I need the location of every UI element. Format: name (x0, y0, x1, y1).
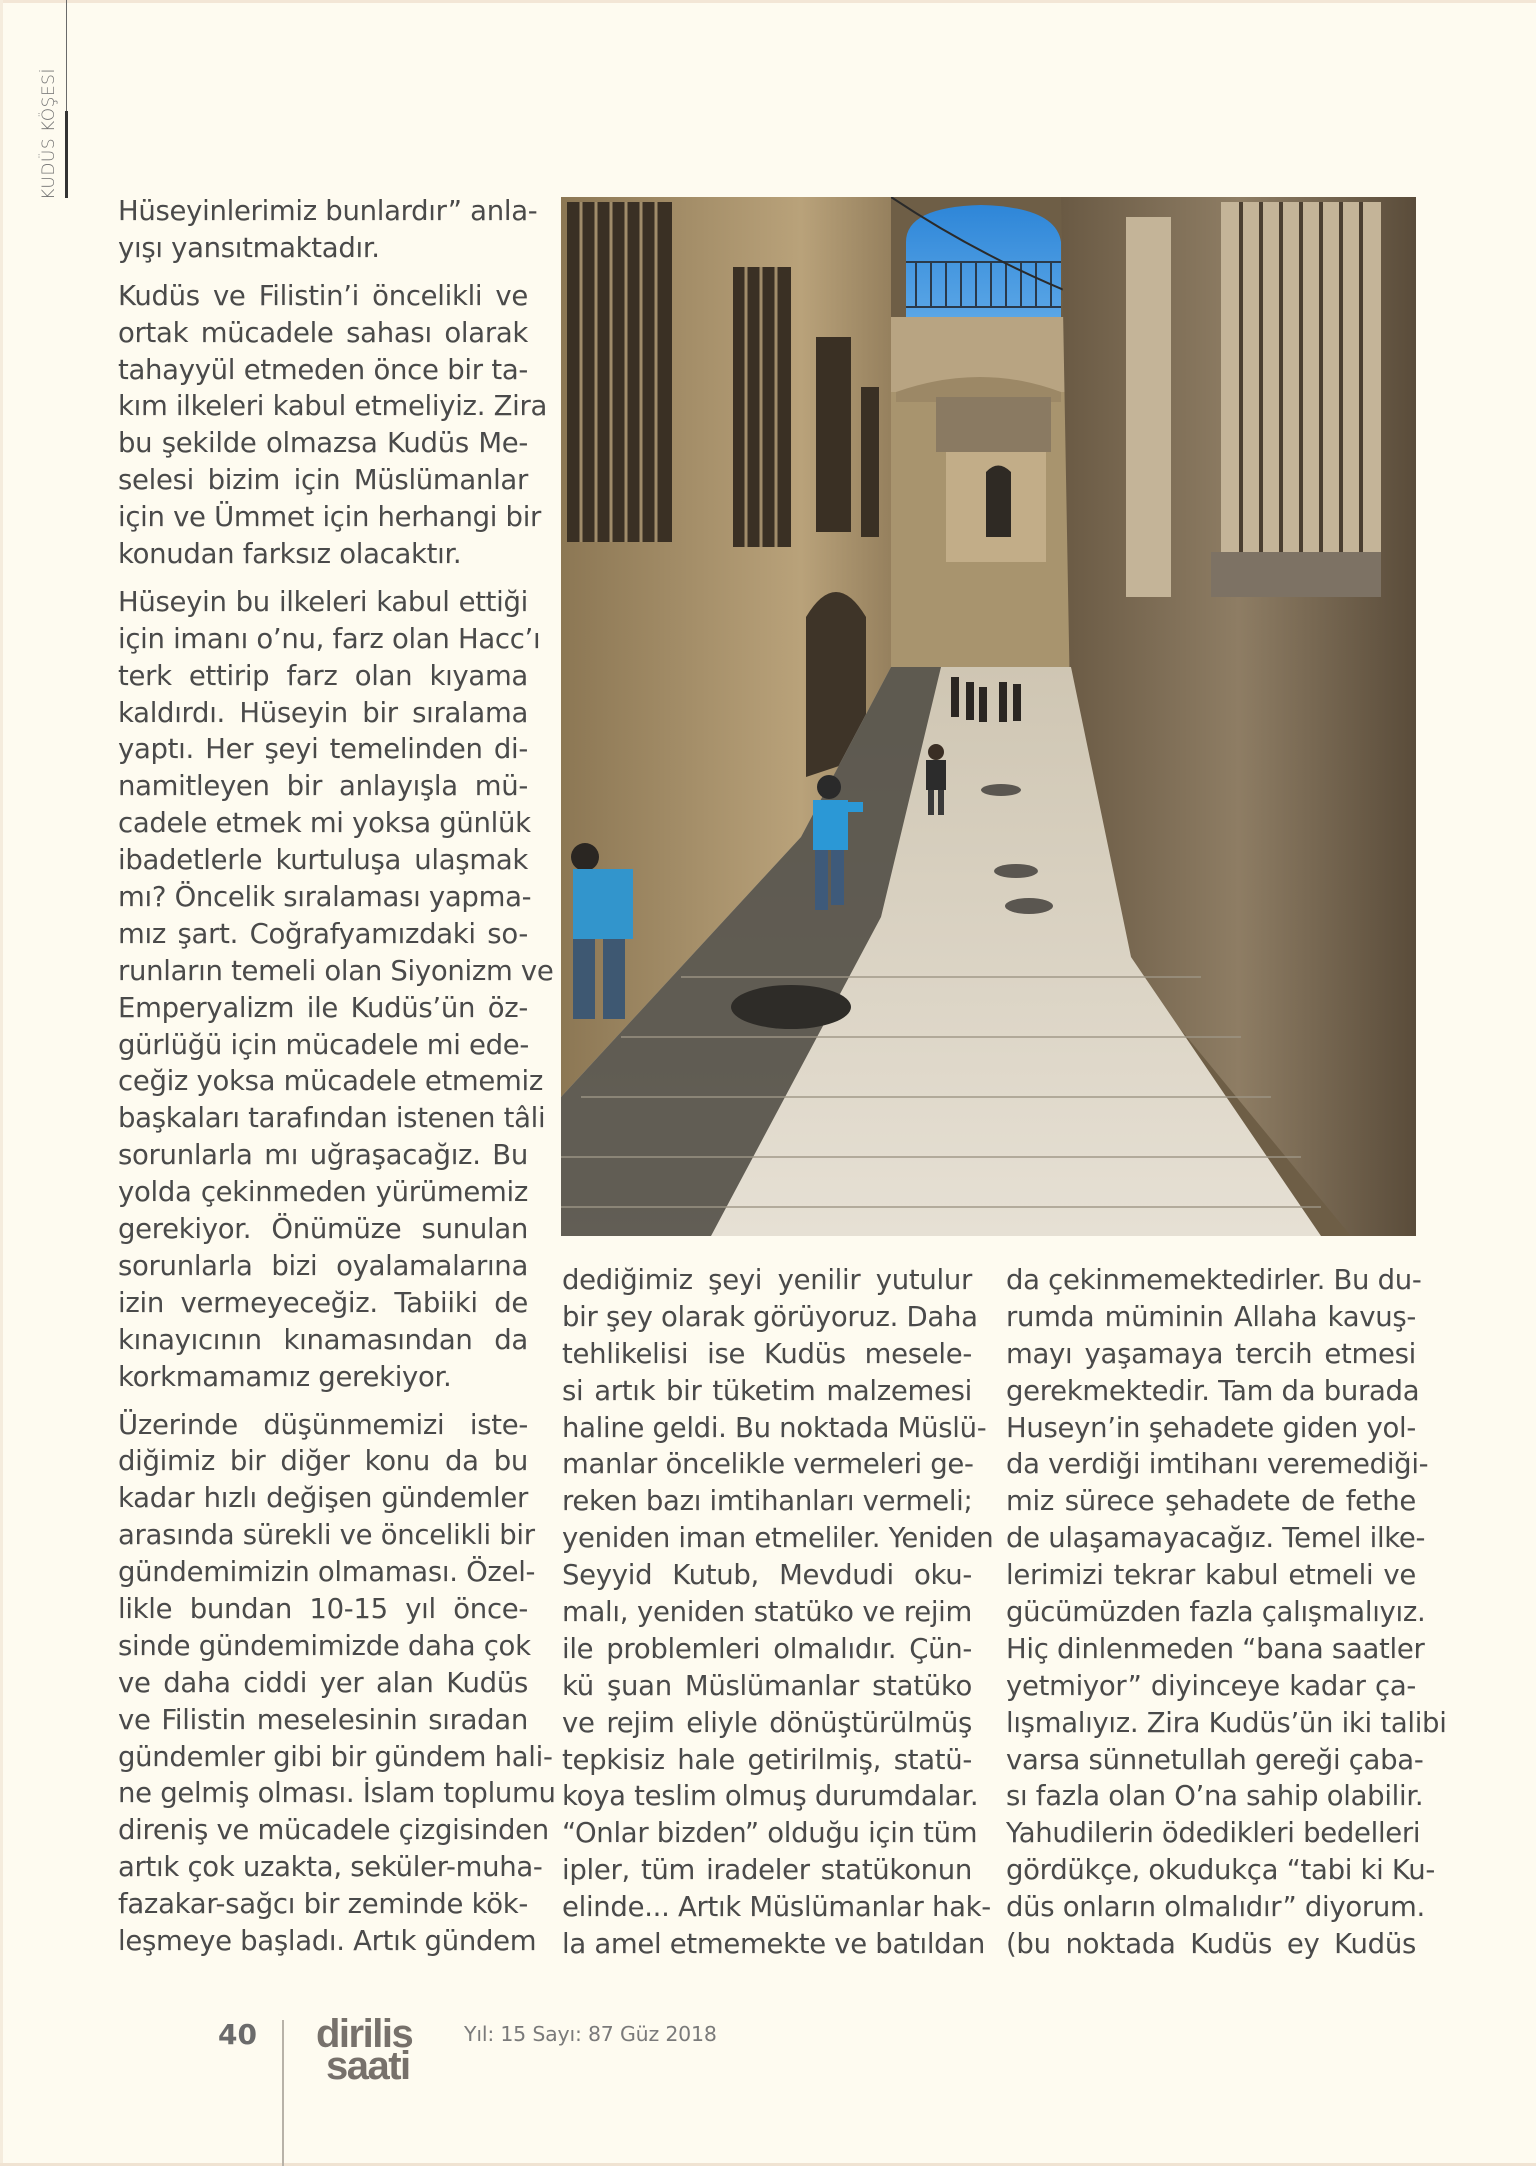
text-line: düs onların olmalıdır” diyorum. (1006, 1891, 1425, 1924)
text-line: likle bundan 10-15 yıl önce- (118, 1592, 528, 1625)
text-line: için ve Ümmet için herhangi bir (118, 501, 542, 534)
article-photo (561, 197, 1416, 1236)
text-line: başkaları tarafından istenen tâli (118, 1102, 546, 1135)
text-line: terk ettirip farz olan kıyama (118, 659, 528, 692)
stone-bridge-2 (936, 397, 1051, 452)
text-line: gündemler gibi bir gündem hali- (118, 1740, 553, 1773)
text-line: leşmeye başladı. Artık gündem (118, 1924, 537, 1957)
window-bars-right (1241, 202, 1361, 552)
text-line: sinde gündemimizde daha çok (118, 1629, 531, 1662)
text-line: dediğimiz şeyi yenilir yutulur (562, 1264, 972, 1296)
magazine-logo (316, 2012, 436, 2090)
text-line: gürlüğü için mücadele mi ede- (118, 1028, 530, 1061)
text-line: lerimizi tekrar kabul etmeli ve (1006, 1559, 1416, 1592)
text-line: kü şuan Müslümanlar statüko (562, 1669, 972, 1702)
text-line: manlar öncelikle vermeleri ge- (562, 1448, 974, 1481)
issue-info: Yıl: 15 Sayı: 87 Güz 2018 (464, 2022, 717, 2046)
logo-line-2: saati (326, 2044, 410, 2088)
alley-photo-illustration (561, 197, 1416, 1236)
paragraph (118, 193, 538, 267)
page-top-edge (0, 0, 1536, 3)
text-line: varsa sünnetullah gereği çaba- (1006, 1743, 1424, 1776)
text-line: haline geldi. Bu noktada Müslü- (562, 1411, 987, 1444)
article-column-1 (118, 193, 556, 1971)
text-line: için imanı o’nu, farz olan Hacc’ı (118, 622, 541, 655)
text-line: ortak mücadele sahası olarak (118, 316, 528, 349)
text-line: mı? Öncelik sıralaması yapma- (118, 881, 532, 914)
text-line: runların temeli olan Siyonizm ve (118, 954, 554, 987)
section-label (36, 52, 62, 200)
text-line: Huseyn’in şehadete giden yol- (1006, 1411, 1416, 1444)
text-line: ile problemleri olmalıdır. Çün- (562, 1632, 972, 1665)
text-line: Hüseyin bu ilkeleri kabul ettiği (118, 585, 528, 618)
text-line: reken bazı imtihanları vermeli; (562, 1485, 973, 1518)
text-line: la amel etmemekte ve batıldan (562, 1928, 986, 1961)
text-line: namitleyen bir anlayışla mü- (118, 770, 528, 803)
paragraph (562, 1262, 994, 1963)
section-label-text: KUDÜS KÖŞESİ (39, 68, 59, 200)
text-line: gücümüzden fazla çalışmalıyız. (1006, 1596, 1426, 1629)
text-line: selesi bizim için Müslümanlar (118, 464, 528, 497)
text-line: Emperyalizm ile Kudüs’ün öz- (118, 991, 528, 1024)
text-line: gündemimizin olmaması. Özel- (118, 1556, 536, 1589)
section-rule-thin (66, 0, 67, 112)
text-line: rumda müminin Allaha kavuş- (1006, 1300, 1416, 1333)
text-line: ve rejim eliyle dönüştürülmüş (562, 1706, 972, 1739)
text-line: (bu noktada Kudüs ey Kudüs (1006, 1928, 1416, 1961)
text-line: de ulaşamayacağız. Temel ilke- (1006, 1522, 1426, 1555)
article-column-2 (562, 1262, 994, 1974)
text-line: mayı yaşamaya tercih etmesi (1006, 1337, 1416, 1370)
text-line: ceğiz yoksa mücadele etmemiz (118, 1065, 543, 1098)
text-line: ve Filistin meselesinin sıradan (118, 1703, 528, 1736)
text-line: gerekiyor. Önümüze sunulan (118, 1213, 528, 1246)
text-line: da çekinmemektedirler. Bu du- (1006, 1264, 1422, 1296)
paragraph (118, 278, 548, 573)
text-line: lışmalıyız. Zira Kudüs’ün iki talibi (1006, 1706, 1447, 1739)
text-line: Yahudilerin ödedikleri bedelleri (1006, 1817, 1421, 1850)
text-line: ve daha ciddi yer alan Kudüs (118, 1666, 528, 1699)
article-column-3 (1006, 1262, 1447, 1974)
text-line: kınayıcının kınamasından da (118, 1323, 528, 1356)
text-line: kadar hızlı değişen gündemler (118, 1482, 528, 1515)
text-line: kaldırdı. Hüseyin bir sıralama (118, 696, 528, 729)
paragraph (1006, 1262, 1447, 1963)
text-line: konudan farksız olacaktır. (118, 538, 462, 571)
text-line: kım ilkeleri kabul etmeliyiz. Zira (118, 390, 548, 423)
text-line: artık çok uzakta, seküler-muha- (118, 1851, 543, 1884)
page-number: 40 (218, 2018, 257, 2051)
text-line: malı, yeniden statüko ve rejim (562, 1596, 972, 1629)
text-line: yaptı. Her şeyi temelinden di- (118, 733, 528, 766)
text-line: direniş ve mücadele çizgisinden (118, 1814, 549, 1847)
text-line: “Onlar bizden” olduğu için tüm (562, 1817, 978, 1850)
text-line: elinde... Artık Müslümanlar hak- (562, 1891, 991, 1924)
text-line: fazakar-sağcı bir zeminde kök- (118, 1888, 528, 1921)
logo-line-1: dirilis (316, 2012, 413, 2056)
page-left-edge (0, 0, 3, 2166)
text-line: ne gelmiş olması. İslam toplumu (118, 1777, 556, 1810)
text-line: cadele etmek mi yoksa günlük (118, 807, 531, 840)
text-line: yışı yansıtmaktadır. (118, 231, 380, 264)
text-line: tehlikelisi ise Kudüs mesele- (562, 1337, 972, 1370)
text-line: da verdiği imtihanı veremediği- (1006, 1448, 1429, 1481)
footer-divider (282, 2020, 284, 2166)
text-line: Üzerinde düşünmemizi iste- (118, 1408, 528, 1441)
window-sill-right (1211, 552, 1381, 597)
text-line: sorunlarla bizi oyalamalarına (118, 1249, 528, 1282)
text-line: Hüseyinlerimiz bunlardır” anla- (118, 195, 538, 227)
far-arched-window (986, 466, 1011, 538)
text-line: miz sürece şehadete de fethe (1006, 1485, 1416, 1518)
text-line: ipler, tüm iradeler statükonun (562, 1854, 972, 1887)
text-line: Kudüs ve Filistin’i öncelikli ve (118, 279, 528, 312)
text-line: yeniden iman etmeliler. Yeniden (562, 1522, 994, 1555)
text-line: sorunlarla mı uğraşacağız. Bu (118, 1139, 528, 1172)
text-line: tahayyül etmeden önce bir ta- (118, 353, 528, 386)
text-line: ibadetlerle kurtuluşa ulaşmak (118, 844, 528, 877)
section-rule-thick (65, 111, 68, 198)
text-line: izin vermeyeceğiz. Tabiiki de (118, 1286, 528, 1319)
text-line: tepkisiz hale getirilmiş, statü- (562, 1743, 972, 1776)
text-line: yolda çekinmeden yürümemiz (118, 1176, 528, 1209)
text-line: koya teslim olmuş durumdalar. (562, 1780, 979, 1813)
paragraph (118, 1407, 556, 1960)
text-line: diğimiz bir diğer konu da bu (118, 1445, 528, 1478)
text-line: mız şart. Coğrafyamızdaki so- (118, 917, 528, 950)
paragraph (118, 584, 554, 1396)
text-line: yetmiyor” diyinceye kadar ça- (1006, 1669, 1416, 1702)
text-line: korkmamamız gerekiyor. (118, 1360, 452, 1393)
text-line: si artık bir tüketim malzemesi (562, 1374, 972, 1407)
text-line: gerekmektedir. Tam da burada (1006, 1374, 1420, 1407)
text-line: sı fazla olan O’na sahip olabilir. (1006, 1780, 1424, 1813)
text-line: bir şey olarak görüyoruz. Daha (562, 1300, 978, 1333)
text-line: bu şekilde olmazsa Kudüs Me- (118, 427, 528, 460)
text-line: Seyyid Kutub, Mevdudi oku- (562, 1559, 972, 1592)
text-line: gördükçe, okudukça “tabi ki Ku- (1006, 1854, 1436, 1887)
text-line: Hiç dinlenmeden “bana saatler (1006, 1632, 1425, 1665)
text-line: arasında sürekli ve öncelikli bir (118, 1519, 535, 1552)
